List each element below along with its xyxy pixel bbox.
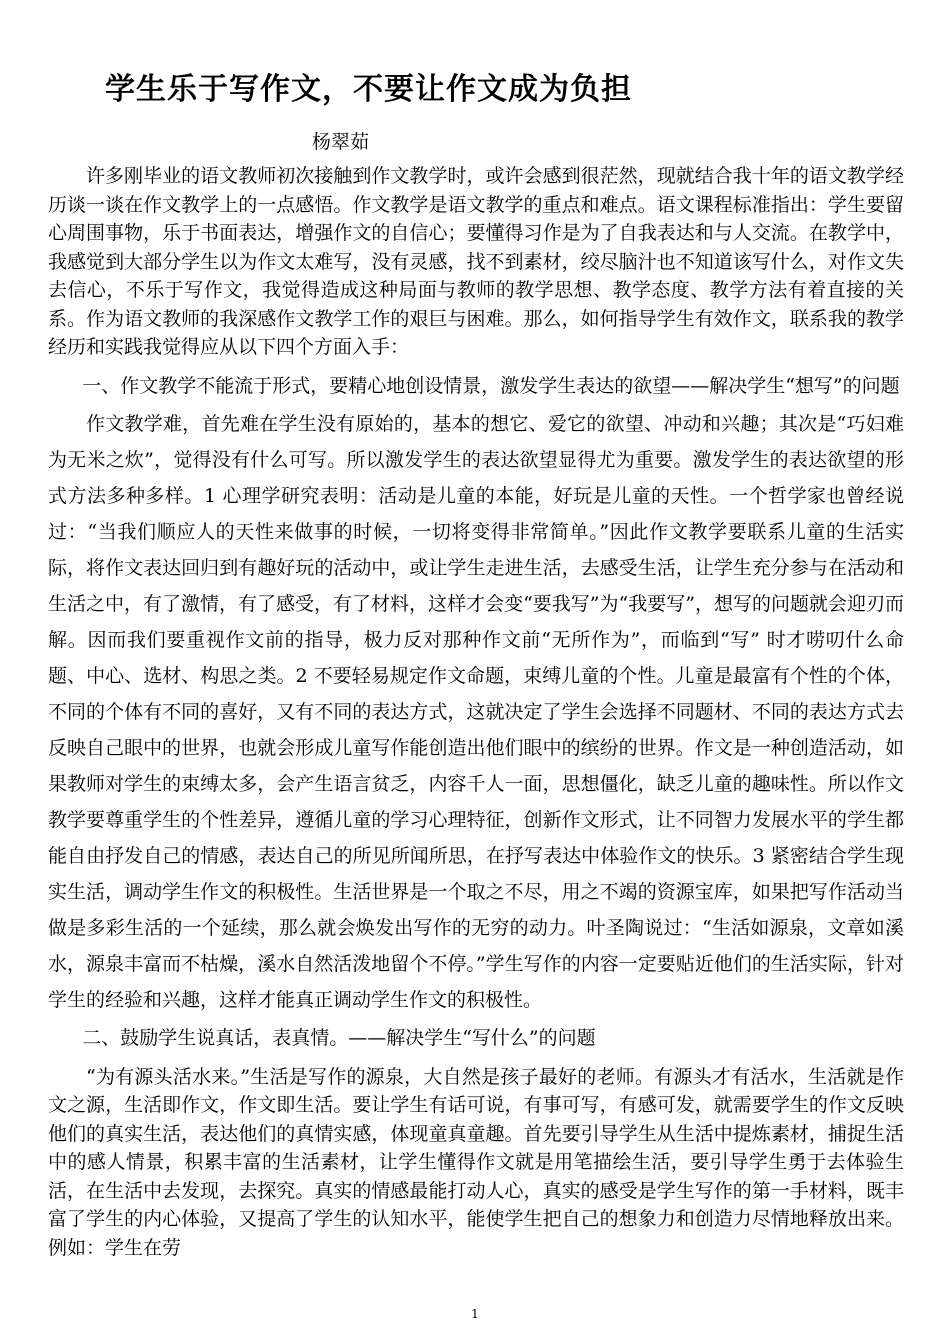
- document-title: 学生乐于写作文，不要让作文成为负担: [105, 72, 632, 107]
- section-heading-1: 一、作文教学不能流于形式，要精心地创设情景，激发学生表达的欲望——解决学生“想写”的问题: [82, 374, 900, 397]
- section-heading-2: 二、鼓励学生说真话，表真情。——解决学生“写什么”的问题: [82, 1027, 596, 1049]
- document-body: [48, 162, 904, 1262]
- author-name: 杨翠茹: [312, 131, 370, 153]
- section-2-paragraph: “为有源头活水来。”生活是写作的源泉，大自然是孩子最好的老师。有源头才有活水，生活就是作文之源，生活即作文，作文即生活。要让学生有话可说，有事可写，有感可发，就需要学生的作文反映他们的真实生活，表达他们的真情实感，体现童真童趣。首先要引导学生从生活中提炼素材，捕捉生活中的感人情景，积累丰富的生活素材，让学生懂得作文就是用笔描绘生活，要引导学生勇于去体验生活，在生活中去发现，去探究。真实的情感最能打动人心，真实的感受是学生写作的第一手材料，既丰富了学生的内心体验，又提高了学生的认知水平，能使学生把自己的想象力和创造力尽情地释放出来。例如：学生在劳: [48, 1065, 904, 1259]
- section-1-paragraph: 作文教学难，首先难在学生没有原始的，基本的想它、爱它的欲望、冲动和兴趣；其次是“巧妇难为无米之炊”，觉得没有什么可写。所以激发学生的表达欲望显得尤为重要。激发学生的表达欲望的形式方法多种多样。1 心理学研究表明：活动是儿童的本能，好玩是儿童的天性。一个哲学家也曾经说过：“当我们顺应人的天性来做事的时候，一切将变得非常简单。”因此作文教学要联系儿童的生活实际，将作文表达回归到有趣好玩的活动中，或让学生走进生活，去感受生活，让学生充分参与在活动和生活之中，有了激情，有了感受，有了材料，这样才会变“要我写”为“我要写”，想写的问题就会迎刃而解。因而我们要重视作文前的指导，极力反对那种作文前“无所作为”，而临到“写” 时才唠叨什么命题、中心、选材、构思之类。2 不要轻易规定作文命题，束缚儿童的个性。儿童是最富有个性的个体，不同的个体有不同的喜好，又有不同的表达方式，这就决定了学生会选择不同题材、不同的表达方式去反映自己眼中的世界，也就会形成儿童写作能创造出他们眼中的缤纷的世界。作文是一种创造活动，如果教师对学生的束缚太多，会产生语言贫乏，内容千人一面，思想僵化，缺乏儿童的趣味性。所以作文教学要尊重学生的个性差异，遵循儿童的学习心理特征，创新作文形式，让不同智力发展水平的学生都能自由抒发自己的情感，表达自己的所见所闻所思，在抒写表达中体验作文的快乐。3 紧密结合学生现实生活，调动学生作文的积极性。生活世界是一个取之不尽，用之不竭的资源宝库，如果把写作活动当做是多彩生活的一个延续，那么就会焕发出写作的无穷的动力。叶圣陶说过：“生活如源泉，文章如溪水，源泉丰富而不枯燥，溪水自然活泼地留个不停。”学生写作的内容一定要贴近他们的生活实际，针对学生的经验和兴趣，这样才能真正调动学生作文的积极性。: [48, 413, 904, 1011]
- intro-paragraph: 许多刚毕业的语文教师初次接触到作文教学时，或许会感到很茫然，现就结合我十年的语文教学经历谈一谈在作文教学上的一点感悟。作文教学是语文教学的重点和难点。语文课程标准指出：学生要留心周围事物，乐于书面表达，增强作文的自信心；要懂得习作是为了自我表达和与人交流。在教学中，我感觉到大部分学生以为作文太难写，没有灵感，找不到素材，绞尽脑汁也不知道该写什么，对作文失去信心，不乐于写作文，我觉得造成这种局面与教师的教学思想、教学态度、教学方法有着直接的关系。作为语文教师的我深感作文教学工作的艰巨与困难。那么，如何指导学生有效作文，联系我的教学经历和实践我觉得应从以下四个方面入手：: [48, 165, 904, 358]
- page-number: 1: [471, 1307, 479, 1321]
